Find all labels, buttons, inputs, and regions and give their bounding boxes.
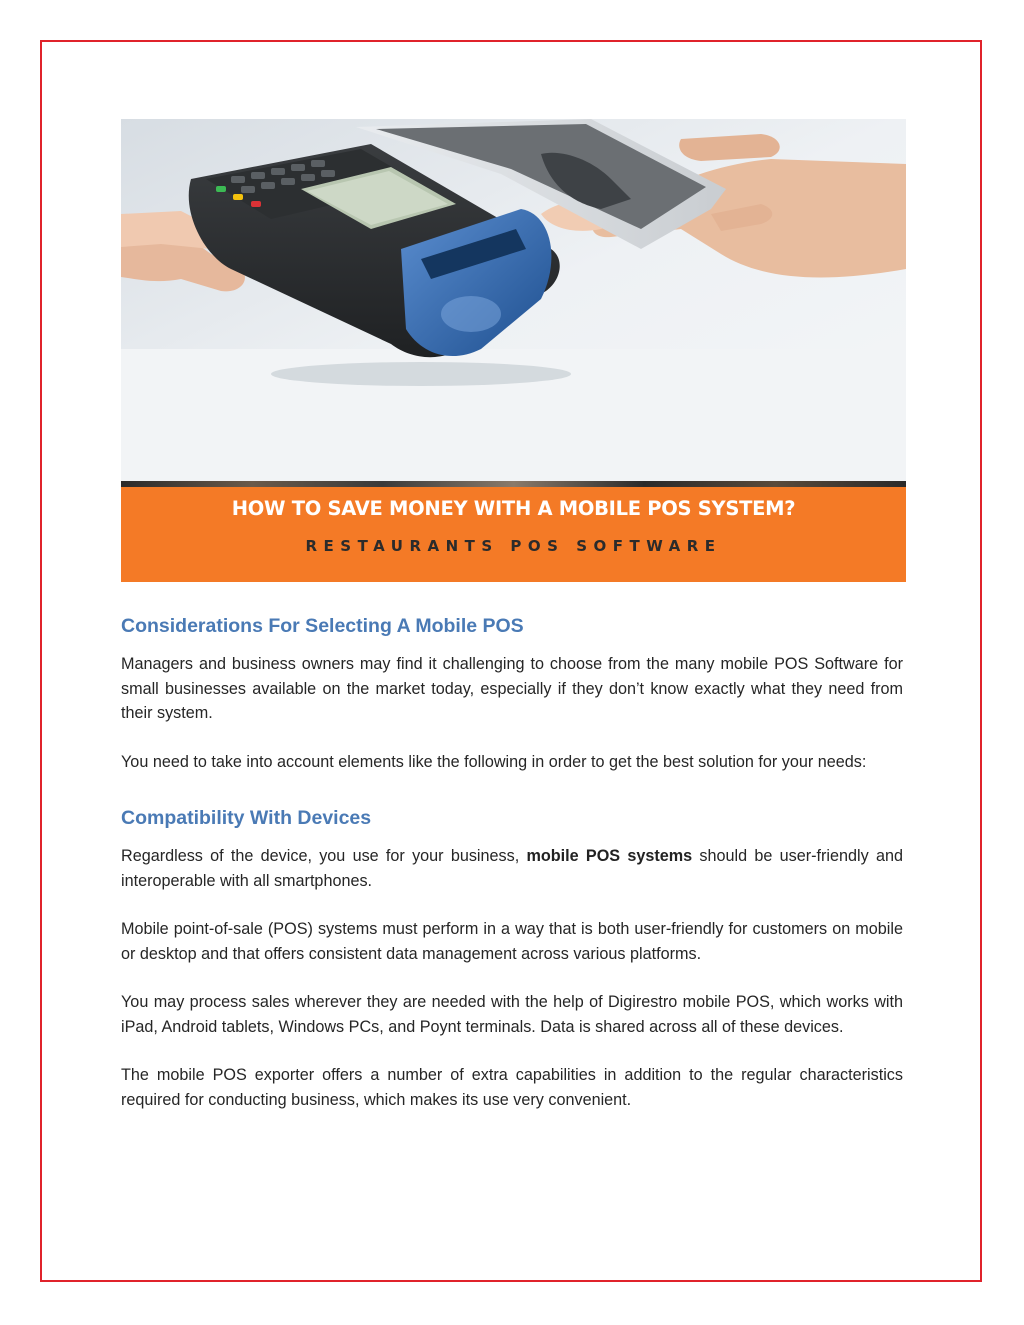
paragraph-text: should be user-friendly and interoperable with all smartphones. [121,847,903,890]
section-heading-considerations: Considerations For Selecting A Mobile POS [121,615,524,637]
paragraph-text: Regardless of the device, you use for your business, [121,847,527,865]
paragraph-compatibility-2: Mobile point-of-sale (POS) systems must perform in a way that is both user-friendly for customers on mobile or desktop and that offers consistent data management across various platforms. [121,920,903,963]
paragraph-compatibility-3: You may process sales wherever they are needed with the help of Digirestro mobile POS, which works with iPad, Android tablets, Windows PCs, and Poynt terminals. Data is shared across all of these devices. [121,993,903,1036]
hero-banner [121,119,906,582]
paragraph-compatibility-1 [121,844,903,893]
article-body [121,612,903,1112]
pos-payment-photo [121,119,906,484]
hero-title: HOW TO SAVE MONEY WITH A MOBILE POS SYSTEM? [231,497,796,520]
bold-term-mobile-pos-systems: mobile POS systems [526,847,693,865]
section-heading-compatibility: Compatibility With Devices [121,807,372,829]
paragraph-considerations-2: You need to take into account elements like the following in order to get the best solution for your needs: [121,752,867,771]
paragraph-compatibility-4: The mobile POS exporter offers a number of extra capabilities in addition to the regular characteristics required for conducting business, which makes its use very convenient. [121,1066,903,1109]
hero-subtitle: RESTAURANTS POS SOFTWARE [305,537,722,555]
paragraph-considerations-1: Managers and business owners may find it challenging to choose from the many mobile POS Software for small businesses available on the market today, especially if they don’t know exactly what they need from their system. [121,655,903,722]
